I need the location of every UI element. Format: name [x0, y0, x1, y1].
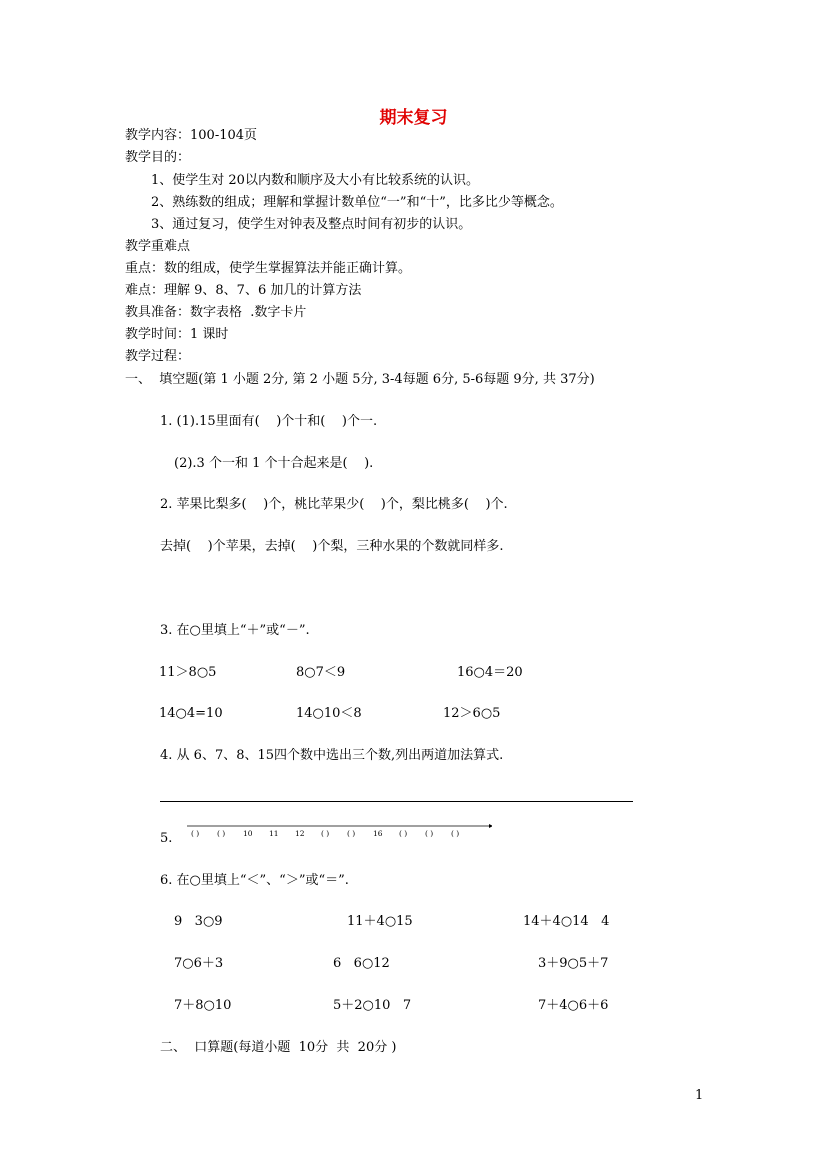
q3-item: 14○10＜8	[296, 706, 362, 721]
arrow-icon	[489, 824, 492, 828]
number-line-label: ( )	[217, 829, 226, 838]
number-line-label: 12	[295, 829, 305, 838]
q3-item: 8○7＜9	[296, 665, 346, 680]
question-1a: 1. (1).15里面有( )个十和( )个一.	[160, 414, 378, 429]
goal-3: 3、通过复习，使学生对钟表及整点时间有初步的认识。	[151, 217, 472, 232]
q3-item: 12＞6○5	[443, 706, 501, 721]
key-point: 重点：数的组成，使学生掌握算法并能正确计算。	[125, 261, 412, 276]
number-line-label: ( )	[321, 829, 330, 838]
number-line-label: ( )	[191, 829, 200, 838]
section2-heading: 二、 口算题(每道小题 10分 共 20分 )	[160, 1040, 397, 1055]
q6-item: 5＋2○10 7	[333, 998, 412, 1013]
q6-item: 14＋4○14 4	[523, 914, 610, 929]
q6-item: 7○6＋3	[174, 956, 224, 971]
teaching-content: 教学内容：100-104页	[125, 128, 258, 143]
goal-1: 1、使学生对 20以内数和顺序及大小有比较系统的认识。	[151, 173, 479, 188]
q6-item: 3＋9○5＋7	[538, 956, 609, 971]
q6-item: 7＋8○10	[174, 998, 232, 1013]
number-line-label: ( )	[347, 829, 356, 838]
q6-item: 9 3○9	[174, 914, 223, 929]
teaching-process: 教学过程：	[125, 349, 191, 364]
answer-line	[160, 801, 633, 802]
question-6: 6. 在○里填上“＜”、“＞”或“＝”.	[160, 873, 349, 888]
teaching-tools: 教具准备：数字表格 .数字卡片	[125, 305, 307, 320]
question-4: 4. 从 6、7、8、15四个数中选出三个数,列出两道加法算式.	[160, 748, 504, 763]
section1-heading: 一、 填空题(第 1 小题 2分, 第 2 小题 5分, 3-4每题 6分, 5-6每题 9分, 共 37分)	[125, 372, 595, 387]
goal-2: 2、熟练数的组成；理解和掌握计数单位“一”和“十”，比多比少等概念。	[151, 195, 563, 210]
number-line-label: ( )	[399, 829, 408, 838]
q6-item: 7＋4○6＋6	[538, 998, 609, 1013]
number-line-label: ( )	[451, 829, 460, 838]
page-title: 期末复习	[379, 108, 448, 128]
hard-point: 难点：理解 9、8、7、6 加几的计算方法	[125, 283, 362, 298]
question-1b: (2).3 个一和 1 个十合起来是( ).	[174, 456, 374, 471]
question-2a: 2. 苹果比梨多( )个，桃比苹果少( )个，梨比桃多( )个.	[160, 497, 508, 512]
number-line-label: 16	[373, 829, 383, 838]
q3-item: 14○4=10	[159, 706, 223, 721]
q6-item: 6 6○12	[333, 956, 390, 971]
number-line-label: ( )	[425, 829, 434, 838]
q3-item: 11＞8○5	[159, 665, 217, 680]
goal-heading: 教学目的：	[125, 150, 191, 165]
number-line-label: 10	[243, 829, 253, 838]
q6-item: 11＋4○15	[347, 914, 413, 929]
q3-item: 16○4＝20	[457, 665, 523, 680]
page-number: 1	[695, 1088, 704, 1103]
question-5: 5.	[160, 831, 173, 846]
question-2b: 去掉( )个苹果，去掉( )个梨，三种水果的个数就同样多.	[160, 539, 504, 554]
number-line	[187, 819, 492, 841]
question-3: 3. 在○里填上“＋”或“－”.	[160, 623, 310, 638]
teaching-time: 教学时间：1 课时	[125, 327, 229, 342]
difficulty-heading: 教学重难点	[125, 239, 191, 254]
number-line-label: 11	[269, 829, 279, 838]
